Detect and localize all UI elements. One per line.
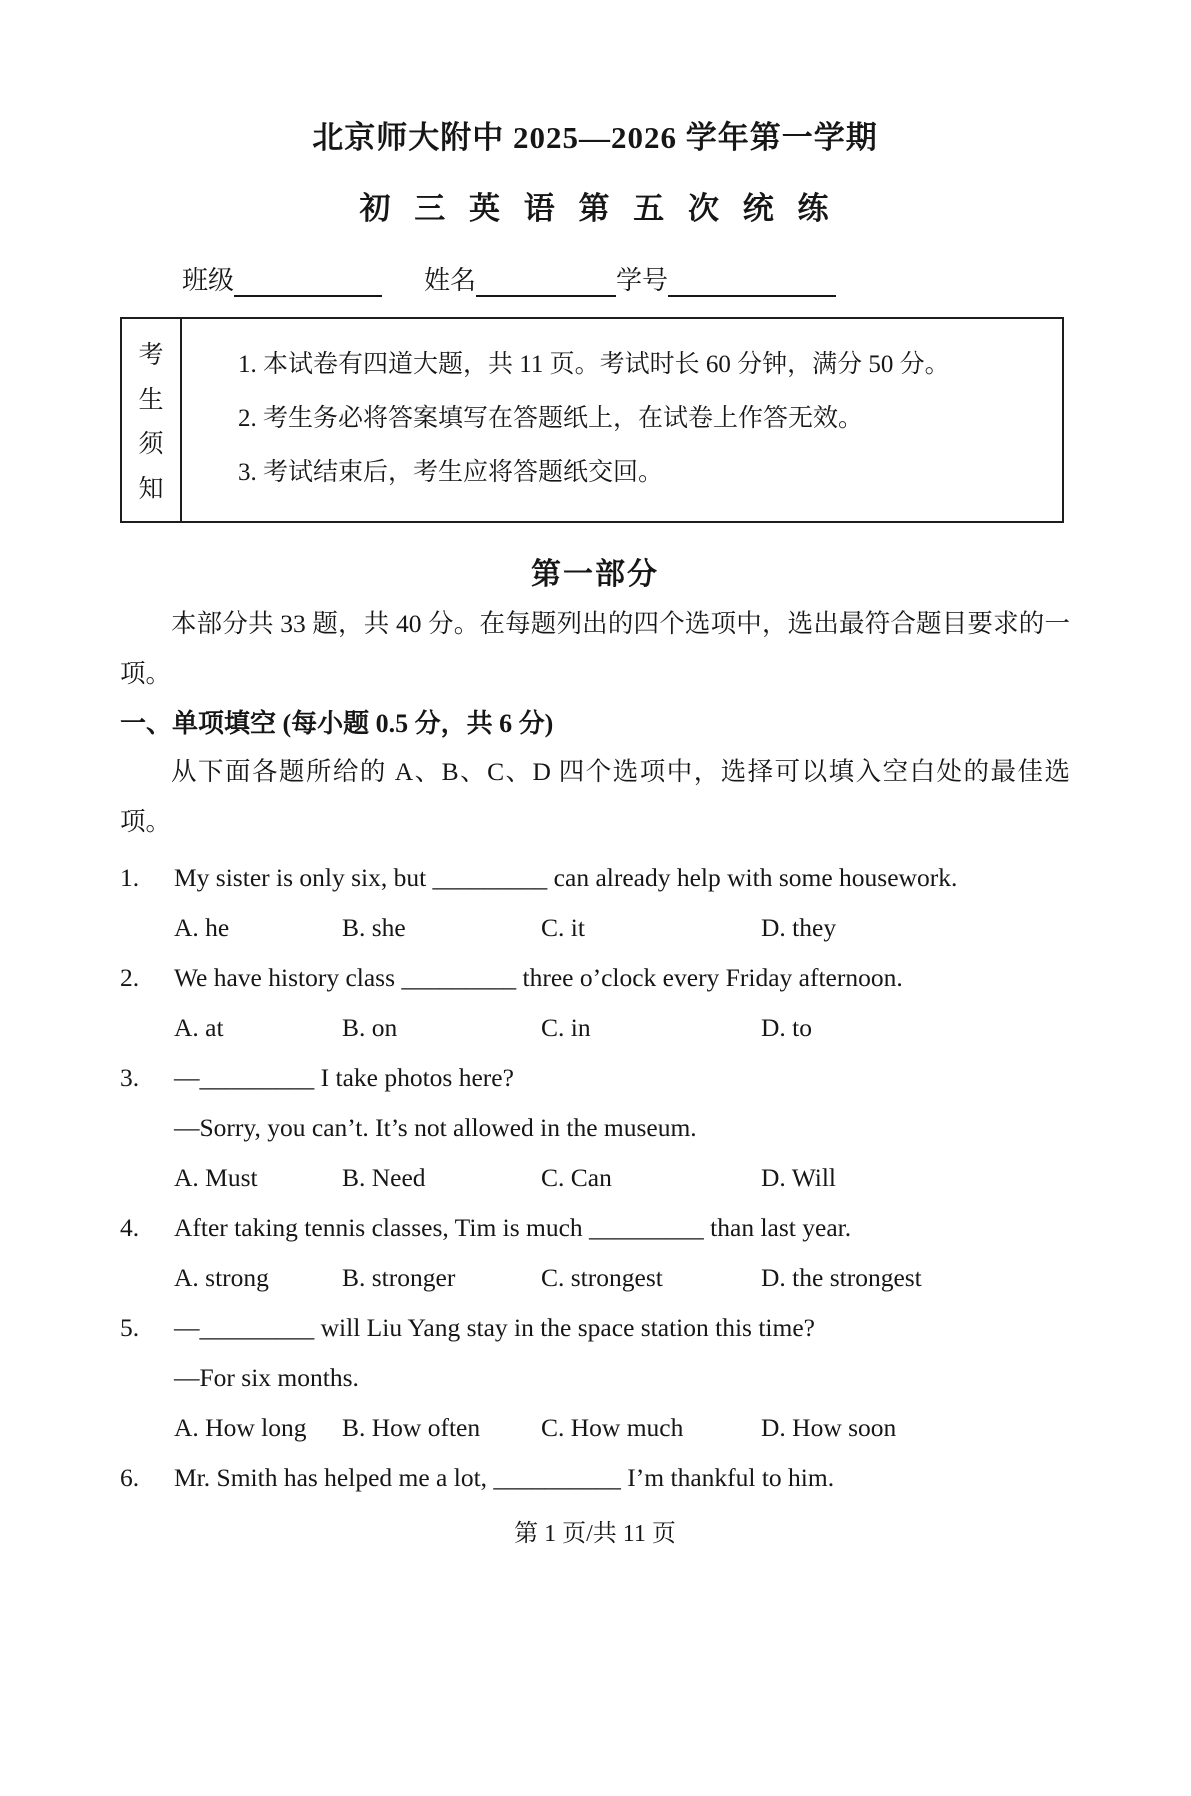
notice-side-label [122, 319, 182, 521]
option-d: D. Will [761, 1163, 837, 1192]
question-number: 1. [120, 863, 140, 892]
section-one-title: 一、单项填空 (每小题 0.5 分，共 6 分) [120, 709, 554, 738]
option-a: A. How long [174, 1413, 307, 1442]
question-5 [120, 1303, 1070, 1453]
name-label: 姓名 [424, 266, 477, 295]
option-c: C. in [541, 1013, 591, 1042]
question-number: 2. [120, 963, 140, 992]
question-stem: —_________ will Liu Yang stay in the space station this time? [174, 1313, 815, 1342]
notice-side-char: 须 [138, 431, 164, 459]
question-number: 4. [120, 1213, 140, 1242]
option-b: B. Need [342, 1163, 426, 1192]
notice-item: 3. 考试结束后，考生应将答题纸交回。 [238, 459, 664, 486]
question-stem: —_________ I take photos here? [174, 1063, 514, 1092]
question-1 [120, 853, 1070, 953]
options-row [120, 1153, 1070, 1203]
question-6 [120, 1453, 1070, 1503]
question-stem: After taking tennis classes, Tim is much _________ than last year. [174, 1213, 852, 1242]
option-b: B. on [342, 1013, 398, 1042]
name-write-in-blank [476, 267, 616, 297]
option-a: A. strong [174, 1263, 269, 1292]
question-3 [120, 1053, 1070, 1203]
option-d: D. they [761, 913, 837, 942]
question-stem-line-2: —For six months. [174, 1363, 359, 1392]
class-label: 班级 [182, 266, 235, 295]
student-fields-row [120, 260, 1070, 297]
exam-title: 初 三 英 语 第 五 次 统 练 [359, 191, 831, 226]
student-id-write-in-blank [668, 267, 836, 297]
student-id-label: 学号 [616, 266, 669, 295]
part-one-intro: 本部分共 33 题，共 40 分。在每题列出的四个选项中，选出最符合题目要求的一项。 [120, 609, 1070, 688]
question-stem: Mr. Smith has helped me a lot, __________ I’m thankful to him. [174, 1463, 835, 1492]
page-indicator: 第 1 页/共 11 页 [514, 1521, 676, 1547]
notice-side-char: 考 [138, 342, 164, 370]
option-d: D. the strongest [761, 1263, 922, 1292]
option-c: C. How much [541, 1413, 684, 1442]
options-row [120, 1253, 1070, 1303]
option-d: D. to [761, 1013, 812, 1042]
school-term-title: 北京师大附中 2025—2026 学年第一学期 [312, 120, 878, 155]
part-one-heading: 第一部分 [531, 558, 659, 591]
page-footer [120, 1513, 1070, 1548]
question-number: 5. [120, 1313, 140, 1342]
option-a: A. he [174, 913, 230, 942]
notice-item: 1. 本试卷有四道大题，共 11 页。考试时长 60 分钟，满分 50 分。 [238, 351, 950, 378]
notice-side-char: 生 [138, 386, 164, 414]
options-row [120, 1003, 1070, 1053]
question-stem-line-2: —Sorry, you can’t. It’s not allowed in the museum. [174, 1113, 697, 1142]
question-2 [120, 953, 1070, 1053]
option-d: D. How soon [761, 1413, 897, 1442]
section-one-instruction: 从下面各题所给的 A、B、C、D 四个选项中，选择可以填入空白处的最佳选项。 [120, 757, 1070, 836]
notice-side-char: 知 [138, 475, 164, 503]
option-c: C. Can [541, 1163, 612, 1192]
option-b: B. How often [342, 1413, 481, 1442]
question-stem: My sister is only six, but _________ can already help with some housework. [174, 863, 958, 892]
notice-items [182, 319, 1062, 521]
question-4 [120, 1203, 1070, 1303]
question-stem: We have history class _________ three o’clock every Friday afternoon. [174, 963, 903, 992]
option-c: C. it [541, 913, 585, 942]
notice-item: 2. 考生务必将答案填写在答题纸上，在试卷上作答无效。 [238, 405, 864, 432]
option-a: A. Must [174, 1163, 258, 1192]
option-c: C. strongest [541, 1263, 663, 1292]
options-row [120, 903, 1070, 953]
question-number: 6. [120, 1463, 140, 1492]
question-list [120, 853, 1070, 1503]
option-b: B. she [342, 913, 406, 942]
examinee-notice-box [120, 317, 1064, 523]
class-write-in-blank [234, 267, 382, 297]
question-number: 3. [120, 1063, 140, 1092]
exam-page [120, 112, 1070, 1548]
options-row [120, 1403, 1070, 1453]
option-a: A. at [174, 1013, 224, 1042]
option-b: B. stronger [342, 1263, 456, 1292]
